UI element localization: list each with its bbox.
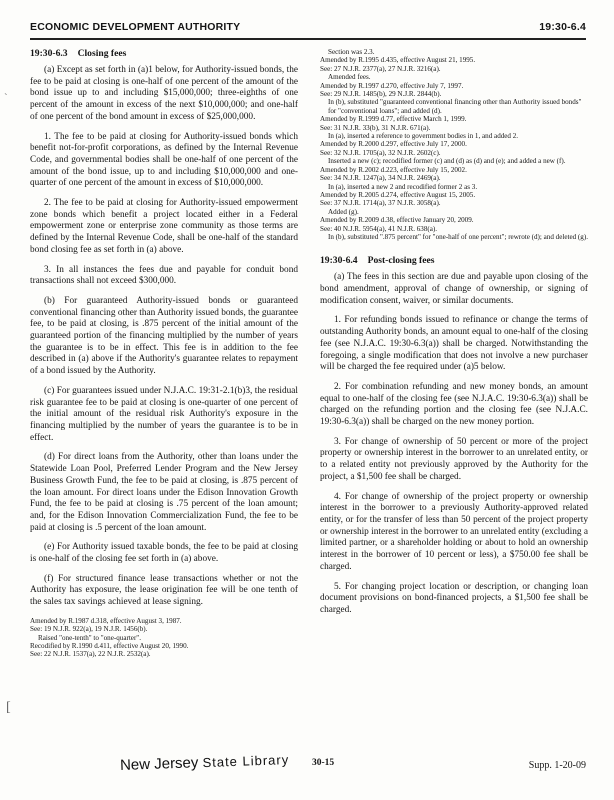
paragraph-a3: 3. For change of ownership of 50 percent or more of the project property or ownership interest in the borrower to an unrelated entity, or to a related entity not previously approved by the Authority for the project, a $1,500 fee shall be charged. — [320, 436, 588, 482]
section-heading-6-4 — [320, 255, 588, 266]
history-note: Amended by R.2009 d.38, effective January 20, 2009. — [320, 216, 474, 225]
paragraph-c: (c) For guarantees issued under N.J.A.C. 19:31-2.1(b)3, the residual risk guarantee fee to be paid at closing is one-quarter of one percent of the initial amount of the residual risk Authority's exposure in the financing multiplied by the number of years the guarantee is to be in effect. — [30, 385, 298, 443]
page-number: 30-15 — [312, 758, 335, 768]
history-note: In (a), inserted a new 2 and recodified former 2 as 3. — [328, 182, 478, 191]
header-section-number: 19:30-6.4 — [539, 21, 586, 33]
history-note: Amended by R.2002 d.223, effective July 15, 2002. — [320, 165, 467, 174]
paragraph-a4: 4. For change of ownership of the project property or ownership interest in the borrower to a previously Authority-approved related entity, or for the transfer of less than 50 percent of the project property or ownership interest in the borrower to an unrelated entity (excluding a limited partner, or a shareholder holding or about to hold an ownership interest in the borrower of 10 percent or less), a $750.00 fee shall be charged. — [320, 491, 588, 572]
left-column — [30, 48, 298, 659]
history-note: See: 31 N.J.R. 33(b), 31 N.J.R. 671(a). — [320, 123, 431, 132]
history-note: In (b), substituted ".875 percent" for "one-half of one percent"; rewrote (d); and deleted (g). — [328, 232, 588, 241]
history-note: Amended by R.1999 d.77, effective March 1, 1999. — [320, 115, 467, 124]
history-note: Amended fees. — [328, 73, 371, 82]
history-note: Inserted a new (c); recodified former (c) and (d) as (d) and (e); and added a new (f). — [328, 157, 566, 166]
history-note: See: 22 N.J.R. 1537(a), 22 N.J.R. 2532(a). — [30, 650, 151, 659]
history-note: Amended by R.2005 d.274, effective August 15, 2005. — [320, 190, 476, 199]
paragraph-a5: 5. For changing project location or description, or changing loan document provisions on bond-financed projects, a $1,500 fee shall be charged. — [320, 581, 588, 615]
history-notes-continued — [320, 48, 588, 241]
section-number: 19:30-6.4 — [320, 255, 358, 267]
page-footer — [30, 752, 586, 782]
history-note: Amended by R.1995 d.435, effective August 21, 1995. — [320, 56, 476, 65]
library-stamp-part1: New Jersey — [119, 754, 199, 774]
history-note: See: 32 N.J.R. 1705(a), 32 N.J.R. 2602(c). — [320, 148, 441, 157]
supplement-date: Supp. 1-20-09 — [528, 760, 586, 771]
section-number: 19:30-6.3 — [30, 48, 68, 59]
header-title: ECONOMIC DEVELOPMENT AUTHORITY — [30, 21, 241, 33]
history-note: Section was 2.3. — [328, 48, 375, 56]
history-note: See: 40 N.J.R. 5954(a), 41 N.J.R. 638(a). — [320, 224, 438, 233]
paragraph-a3: 3. In all instances the fees due and payable for conduit bond transactions shall not exceed $300,000. — [30, 264, 298, 287]
library-stamp — [120, 751, 290, 774]
running-header — [30, 18, 586, 40]
paragraph-e: (e) For Authority issued taxable bonds, the fee to be paid at closing is one-half of the closing fee set forth in (a) above. — [30, 542, 298, 565]
history-notes-6-3 — [30, 617, 298, 659]
paragraph-a2: 2. For combination refunding and new money bonds, an amount equal to one-half of the closing fee (see N.J.A.C. 19:30-6.3(a)) shall be charged on the refunding portion and the closing fee (see N.J.A.C. 19:30-6.3(a)) shall be charged on the new money portion. — [320, 381, 588, 428]
history-note: Raised "one-tenth" to "one-quarter". — [38, 633, 141, 642]
history-note: Recodified by R.1990 d.411, effective August 20, 1990. — [30, 642, 189, 651]
paragraph-a1: 1. For refunding bonds issued to refinance or change the terms of outstanding Authority bonds, an amount equal to one-half of the closing fee (see N.J.A.C. 19:30-6.3(a)) shall be charged. Notwithstanding the foregoing, a single modification that does not involve a new purchaser will be charged the fee required under (a)5 below. — [320, 315, 588, 373]
history-note: See: 29 N.J.R. 1485(b), 29 N.J.R. 2844(b). — [320, 90, 442, 99]
section-title: Closing fees — [77, 48, 127, 59]
paragraph-a: (a) Except as set forth in (a)1 below, for Authority-issued bonds, the fee to be paid at closing is one-half of one percent of the amount of the bond issue up to and including $15,000,000; three-eighths of one percent of the amount in excess of the next $10,000,000; and one-half of one percent of the bond amount in excess of $25,000,000. — [30, 65, 298, 122]
history-note: See: 37 N.J.R. 1714(a), 37 N.J.R. 3058(a). — [320, 199, 441, 208]
paragraph-a2: 2. The fee to be paid at closing for Authority-issued empowerment zone bonds which benefit a project located either in a Federal empowerment zone or enterprise zone community as those terms are defined by the Internal Revenue Code, shall be one-half of the standard bond closing fee as set forth in (a) above. — [30, 198, 298, 255]
paragraph-a: (a) The fees in this section are due and payable upon closing of the bond amendment, approval of change of ownership, or signing of modification consent, waiver, or similar documents. — [320, 272, 588, 306]
paragraph-f: (f) For structured finance lease transactions whether or not the Authority has exposure, the lease origination fee will be one tenth of the sales tax savings achieved at lease signing. — [30, 573, 298, 608]
history-note: Amended by R.1987 d.318, effective August 3, 1987. — [30, 616, 182, 625]
history-note: Amended by R.1997 d.270, effective July 7, 1997. — [320, 81, 464, 90]
section-title: Post-closing fees — [367, 255, 435, 267]
history-note: See: 19 N.J.R. 922(a), 19 N.J.R. 1456(b). — [30, 625, 148, 634]
paragraph-d: (d) For direct loans from the Authority, other than loans under the Statewide Loan Pool, Preferred Lender Program and the New Jersey Business Growth Fund, the fee to be paid at closing, is .875 percent of the loan amount. For direct loans under the Edison Innovation Growth Fund, the fee to be paid at closing is .75 percent of the loan amount; and, for the Edison Innovation Commercialization Fund, the fee to be paid at closing is .5 percent of the loan amount. — [30, 452, 298, 533]
section-heading-6-3 — [30, 48, 298, 59]
library-stamp-part2: State Library — [202, 752, 290, 771]
right-column — [320, 48, 588, 625]
paragraph-a1: 1. The fee to be paid at closing for Authority-issued bonds which benefit not-for-profit corporations, as defined by the Internal Revenue Code, and governmental bodies shall be one-half of one percent of the amount of the bond issue, up to and including $10,000,000 and one-quarter of one percent of the amount in excess of $10,000,000. — [30, 131, 298, 189]
history-note: In (a), inserted a reference to government bodies in 1, and added 2. — [328, 132, 519, 141]
history-note: See: 27 N.J.R. 2377(a), 27 N.J.R. 3216(a). — [320, 64, 441, 73]
history-note: Amended by R.2000 d.297, effective July 17, 2000. — [320, 140, 467, 149]
history-note: See: 34 N.J.R. 1247(a), 34 N.J.R. 2469(a). — [320, 174, 441, 183]
history-note: Added (g). — [328, 207, 359, 216]
margin-mark: ` — [4, 92, 8, 104]
paragraph-b: (b) For guaranteed Authority-issued bonds or guaranteed conventional financing other than Authority issued bonds, the guarantee fee, to be paid at closing, is .875 percent of the initial amount of the guaranteed portion of the financing multiplied by the number of years the guarantee is to be in effect. This fee is in addition to the fee described in (a) above if the Authority's guarantee relates to repayment of a bond issued by the Authority. — [30, 295, 298, 377]
margin-mark: [ — [6, 700, 11, 715]
history-note: In (b), substituted "guaranteed conventional financing other than Authority issued bonds" for "conventional loans"; and added (d). — [328, 98, 582, 115]
